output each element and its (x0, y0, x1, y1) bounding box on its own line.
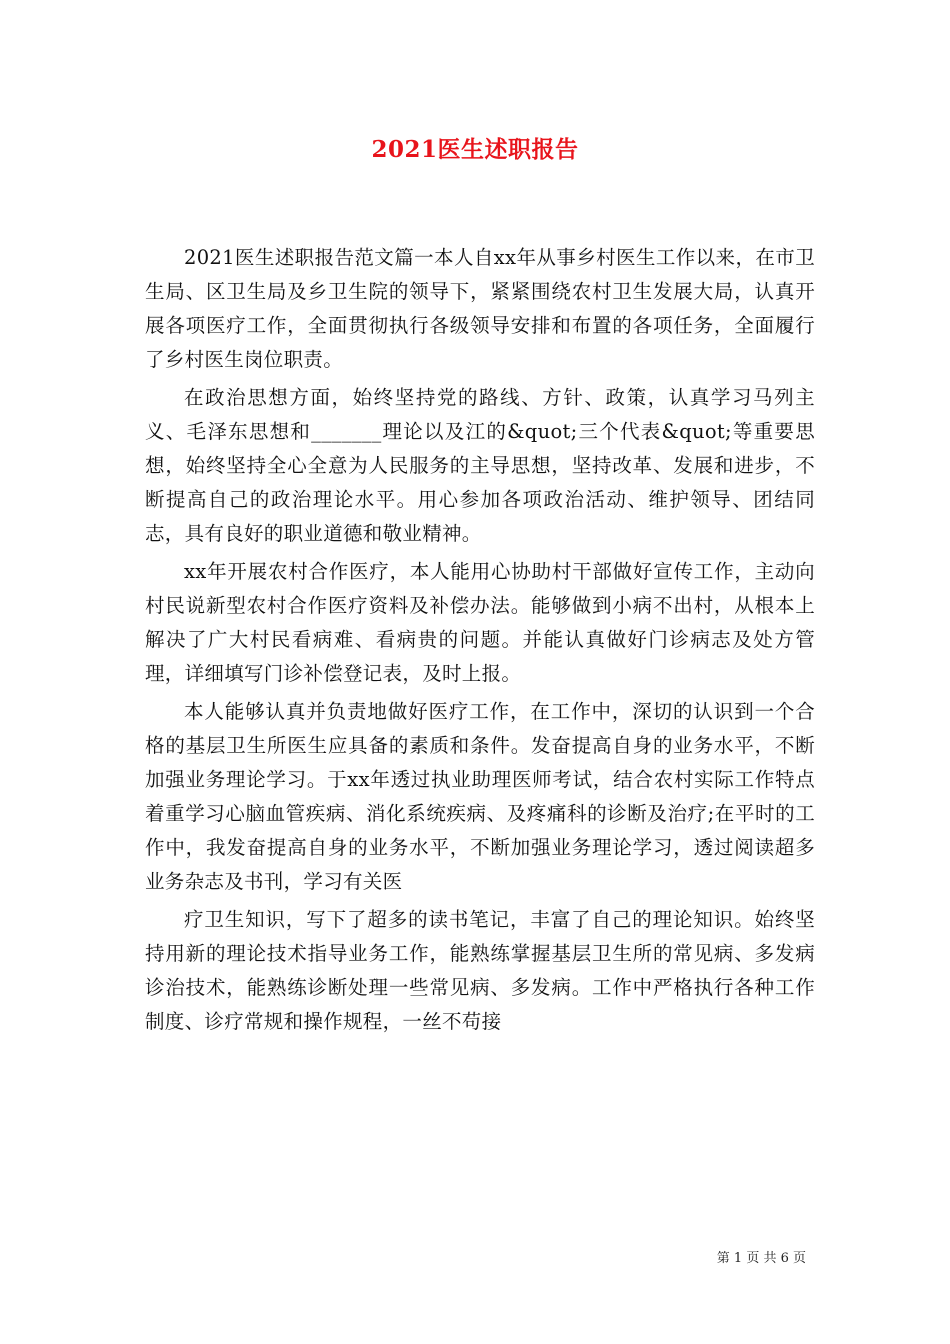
page-title: 2021医生述职报告 (371, 136, 579, 163)
paragraph-1: 2021医生述职报告范文篇一本人自xx年从事乡村医生工作以来，在市卫生局、区卫生局及乡卫生院的领导下，紧紧围绕农村卫生发展大局，认真开展各项医疗工作，全面贯彻执行各级领导安排和布置的各项任务，全面履行了乡村医生岗位职责。 (145, 246, 815, 371)
paragraph-3: xx年开展农村合作医疗，本人能用心协助村干部做好宣传工作，主动向村民说新型农村合作医疗资料及补偿办法。能够做到小病不出村，从根本上解决了广大村民看病难、看病贵的问题。并能认真做好门诊病志及处方管理，详细填写门诊补偿登记表，及时上报。 (145, 560, 815, 685)
page-number-footer: 第 1 页 共 6 页 (716, 1251, 806, 1266)
document-body (145, 241, 815, 1043)
paragraph-5: 疗卫生知识，写下了超多的读书笔记，丰富了自己的理论知识。始终坚持用新的理论技术指导业务工作，能熟练掌握基层卫生所的常见病、多发病诊治技术，能熟练诊断处理一些常见病、多发病。工作中严格执行各种工作制度、诊疗常规和操作规程，一丝不苟接 (145, 908, 815, 1033)
paragraph-2: 在政治思想方面，始终坚持党的路线、方针、政策，认真学习马列主义、毛泽东思想和_______理论以及江的&quot;三个代表&quot;等重要思想，始终坚持全心全意为人民服务的主导思想，坚持改革、发展和进步，不断提高自己的政治理论水平。用心参加各项政治活动、维护领导、团结同志，具有良好的职业道德和敬业精神。 (145, 386, 815, 545)
paragraph-4: 本人能够认真并负责地做好医疗工作，在工作中，深切的认识到一个合格的基层卫生所医生应具备的素质和条件。发奋提高自身的业务水平，不断加强业务理论学习。于xx年透过执业助理医师考试，结合农村实际工作特点着重学习心脑血管疾病、消化系统疾病、及疼痛科的诊断及治疗;在平时的工作中，我发奋提高自身的业务水平，不断加强业务理论学习，透过阅读超多业务杂志及书刊，学习有关医 (145, 700, 815, 893)
